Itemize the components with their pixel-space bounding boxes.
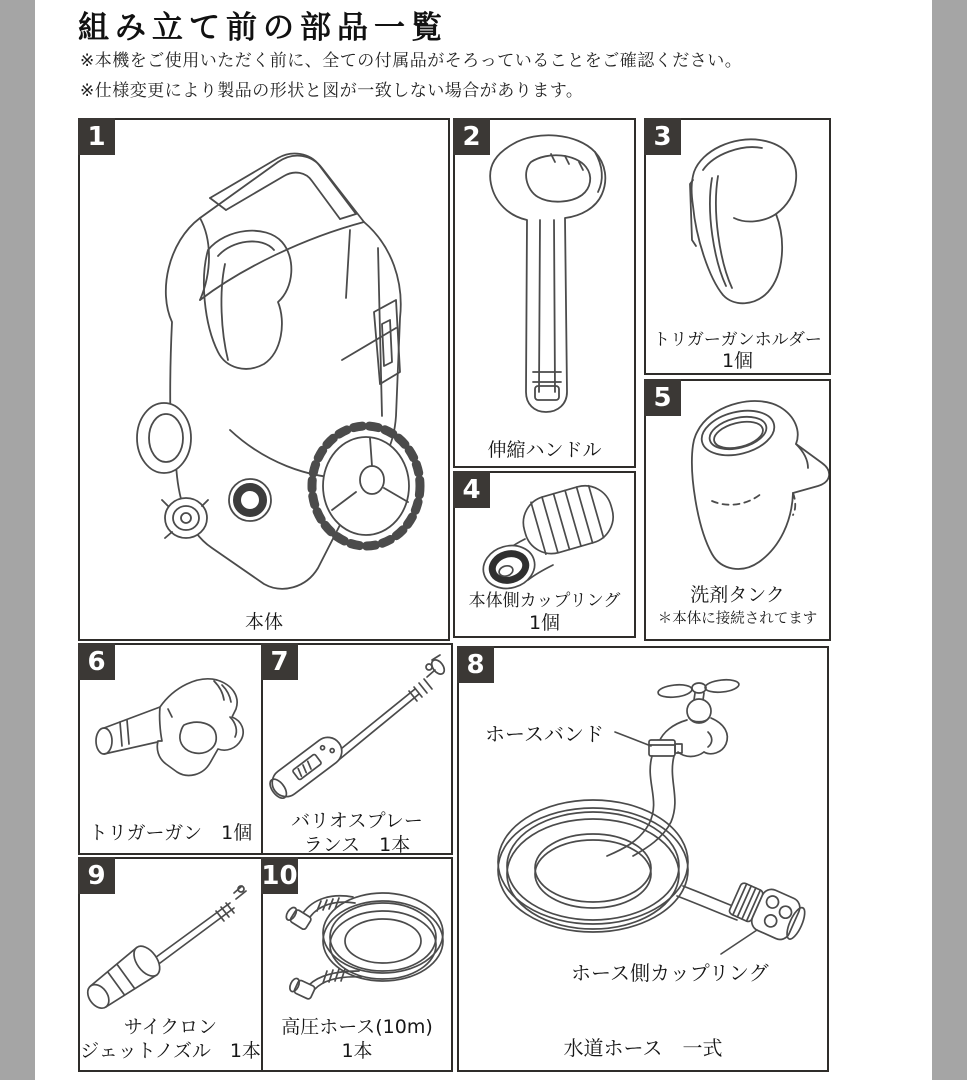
part-name: 本体側カップリング bbox=[468, 591, 621, 611]
part-name-line2: ランス 1本 bbox=[303, 834, 411, 856]
part-name: トリガーガンホルダー bbox=[653, 330, 822, 350]
part-name: 本体 bbox=[244, 611, 283, 633]
hose-band-label: ホースバンド bbox=[485, 722, 604, 746]
part-box-telescopic-handle bbox=[453, 118, 636, 468]
part-number-badge: 5 bbox=[644, 379, 681, 416]
part-name: 伸縮ハンドル bbox=[487, 439, 602, 461]
part-name-line2: 1本 bbox=[341, 1040, 373, 1062]
part-qty: 1個 bbox=[528, 612, 561, 634]
part-number-badge: 10 bbox=[261, 857, 298, 894]
part-note: ＊本体に接続されてます bbox=[657, 611, 818, 627]
left-margin-bar bbox=[0, 0, 35, 1080]
pressure-washer-main-unit-illustration bbox=[80, 120, 448, 639]
part-name-line2: ジェットノズル 1本 bbox=[80, 1040, 261, 1062]
part-number-badge: 3 bbox=[644, 118, 681, 155]
telescopic-handle-illustration bbox=[455, 120, 634, 466]
part-box-vario-spray-lance bbox=[261, 643, 453, 855]
part-box-cyclone-jet-nozzle bbox=[78, 857, 263, 1072]
part-box-detergent-tank bbox=[644, 379, 831, 641]
usage-note-1: ※本機をご使用いただく前に、全ての付属品がそろっていることをご確認ください。 bbox=[80, 51, 743, 71]
part-qty: 1個 bbox=[721, 350, 754, 372]
right-margin-bar bbox=[932, 0, 967, 1080]
hose-side-coupling-label: ホース側カップリング bbox=[571, 961, 769, 985]
part-name: 洗剤タンク bbox=[690, 584, 785, 606]
part-name: 水道ホース 一式 bbox=[563, 1036, 723, 1060]
water-hose-set-illustration bbox=[459, 648, 827, 1070]
part-number-badge: 7 bbox=[261, 643, 298, 680]
part-number-badge: 6 bbox=[78, 643, 115, 680]
part-box-main-unit bbox=[78, 118, 450, 641]
part-box-trigger-gun-holder bbox=[644, 118, 831, 375]
part-number-badge: 9 bbox=[78, 857, 115, 894]
part-box-water-hose-set bbox=[457, 646, 829, 1072]
page-title: 組み立て前の部品一覧 bbox=[78, 10, 448, 46]
part-number-badge: 8 bbox=[457, 646, 494, 683]
part-name-line1: サイクロン bbox=[123, 1016, 218, 1038]
part-number-badge: 1 bbox=[78, 118, 115, 155]
part-number-badge: 2 bbox=[453, 118, 490, 155]
part-name-line1: バリオスプレー bbox=[291, 810, 423, 832]
part-box-trigger-gun bbox=[78, 643, 263, 855]
part-box-unit-side-coupling bbox=[453, 471, 636, 638]
usage-note-2: ※仕様変更により製品の形状と図が一致しない場合があります。 bbox=[80, 81, 584, 101]
part-number-badge: 4 bbox=[453, 471, 490, 508]
part-name-line1: 高圧ホース(10m) bbox=[281, 1016, 433, 1038]
part-name: トリガーガン 1個 bbox=[88, 822, 253, 844]
part-box-high-pressure-hose bbox=[261, 857, 453, 1072]
